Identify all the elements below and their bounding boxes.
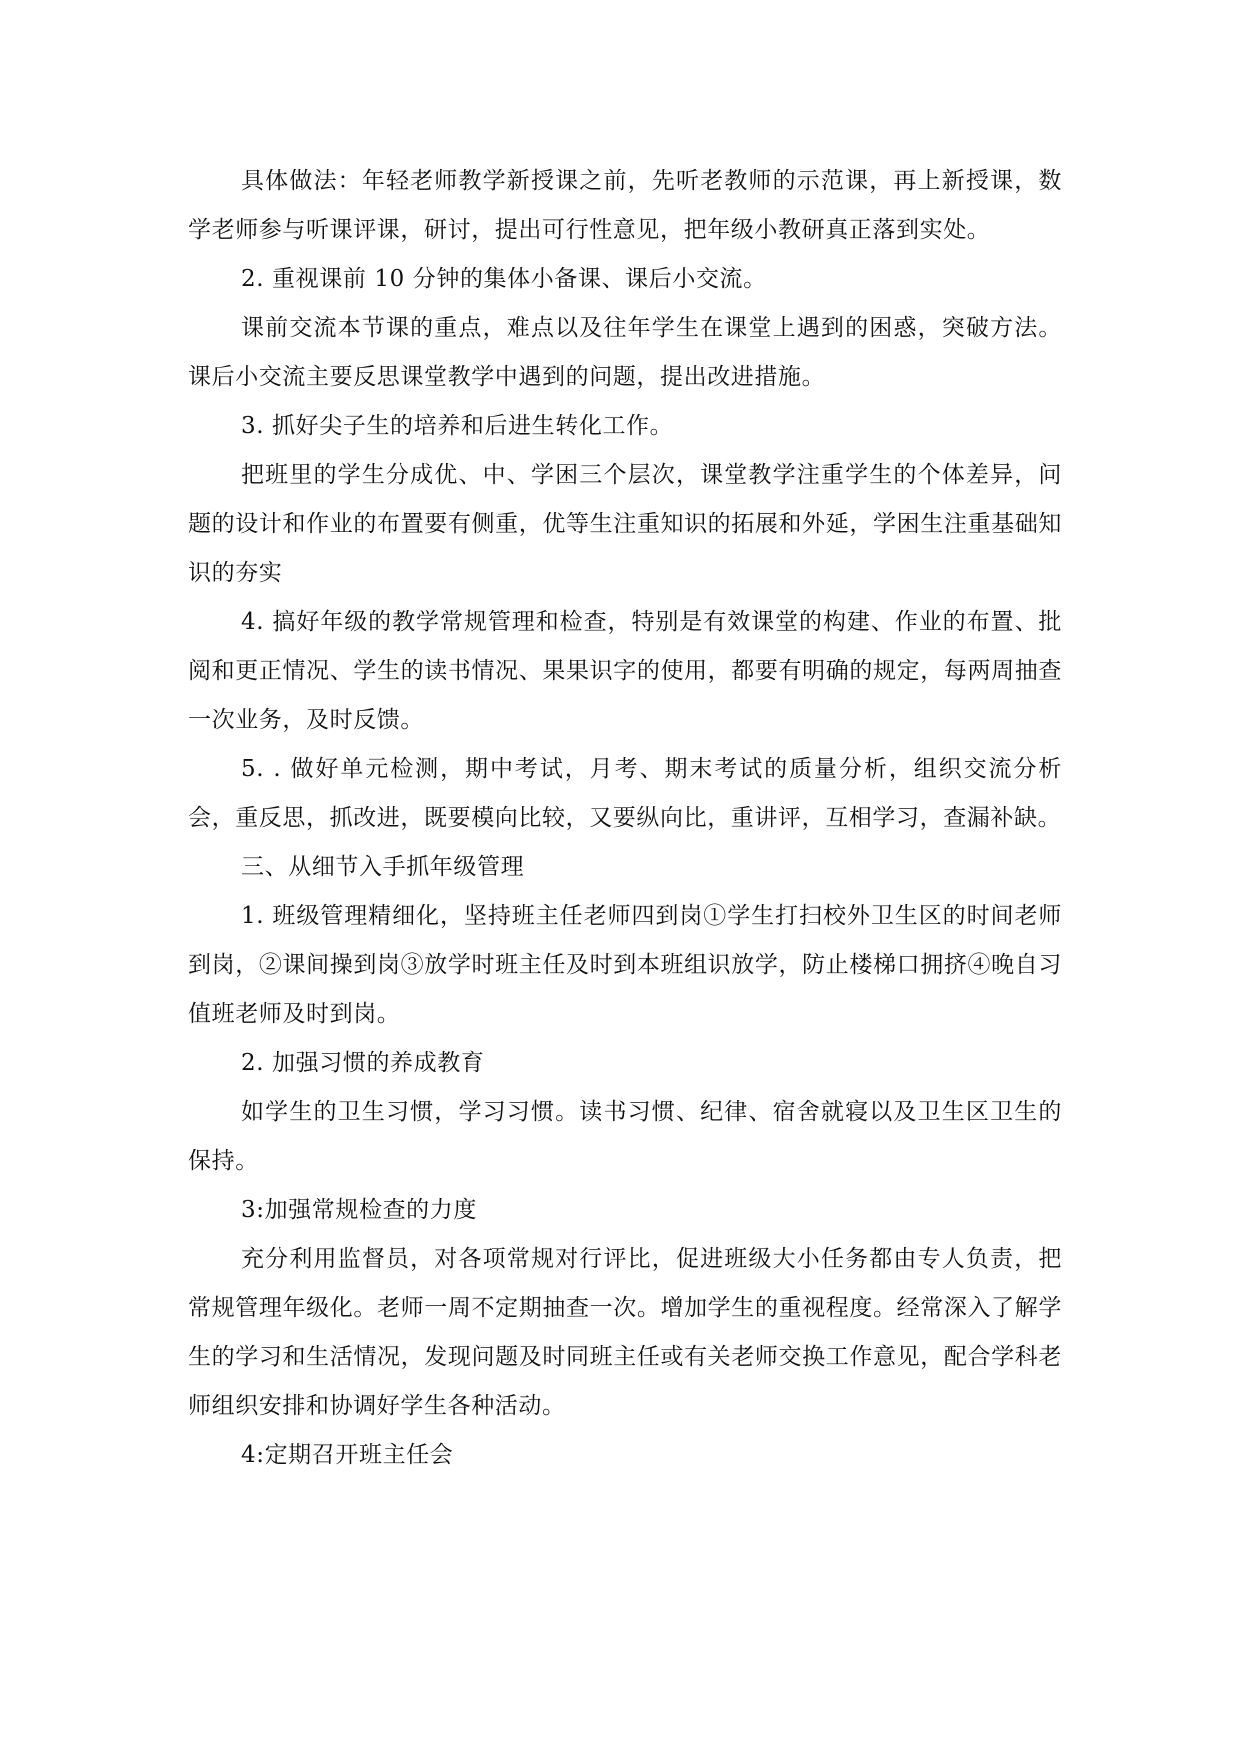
document-body <box>188 157 1062 1480</box>
paragraph-method: 具体做法：年轻老师教学新授课之前，先听老教师的示范课，再上新授课，数学老师参与听课评课，研讨，提出可行性意见，把年级小教研真正落到实处。 <box>188 168 1062 243</box>
paragraph-supervisors: 充分利用监督员，对各项常规对行评比，促进班级大小任务都由专人负责，把常规管理年级化。老师一周不定期抽查一次。增加学生的重视程度。经常深入了解学生的学习和生活情况，发现问题及时同班主任或有关老师交换工作意见，配合学科老师组织安排和协调好学生各种活动。 <box>188 1246 1062 1419</box>
item-2-heading: 2. 重视课前 10 分钟的集体小备课、课后小交流。 <box>241 266 767 292</box>
section-3-item-1: 1. 班级管理精细化，坚持班主任老师四到岗①学生打扫校外卫生区的时间老师到岗，②课间操到岗③放学时班主任及时到本班组识放学，防止楼梯口拥挤④晚自习值班老师及时到岗。 <box>188 903 1062 1027</box>
item-4-paragraph: 4. 搞好年级的教学常规管理和检查，特别是有效课堂的构建、作业的布置、批阅和更正情况、学生的读书情况、果果识字的使用，都要有明确的规定，每两周抽查一次业务，及时反馈。 <box>188 609 1062 733</box>
item-3-heading: 3. 抓好尖子生的培养和后进生转化工作。 <box>241 413 674 439</box>
section-3-item-2-heading: 2. 加强习惯的养成教育 <box>241 1050 485 1076</box>
section-3-item-4-heading: 4:定期召开班主任会 <box>241 1442 454 1468</box>
paragraph-habits: 如学生的卫生习惯，学习习惯。读书习惯、纪律、宿舍就寝以及卫生区卫生的保持。 <box>188 1099 1062 1174</box>
section-3-item-3-heading: 3:加强常规检查的力度 <box>241 1197 477 1223</box>
paragraph-pre-class-exchange: 课前交流本节课的重点，难点以及往年学生在课堂上遇到的困惑，突破方法。课后小交流主要反思课堂教学中遇到的问题，提出改进措施。 <box>188 315 1062 390</box>
section-3-heading: 三、从细节入手抓年级管理 <box>241 854 525 880</box>
item-5-paragraph: 5. . 做好单元检测，期中考试，月考、期末考试的质量分析，组织交流分析会，重反思，抓改进，既要模向比较，又要纵向比，重讲评，互相学习，查漏补缺。 <box>188 756 1062 831</box>
paragraph-student-levels: 把班里的学生分成优、中、学困三个层次，课堂教学注重学生的个体差异，问题的设计和作业的布置要有侧重，优等生注重知识的拓展和外延，学困生注重基础知识的夯实 <box>188 462 1062 586</box>
